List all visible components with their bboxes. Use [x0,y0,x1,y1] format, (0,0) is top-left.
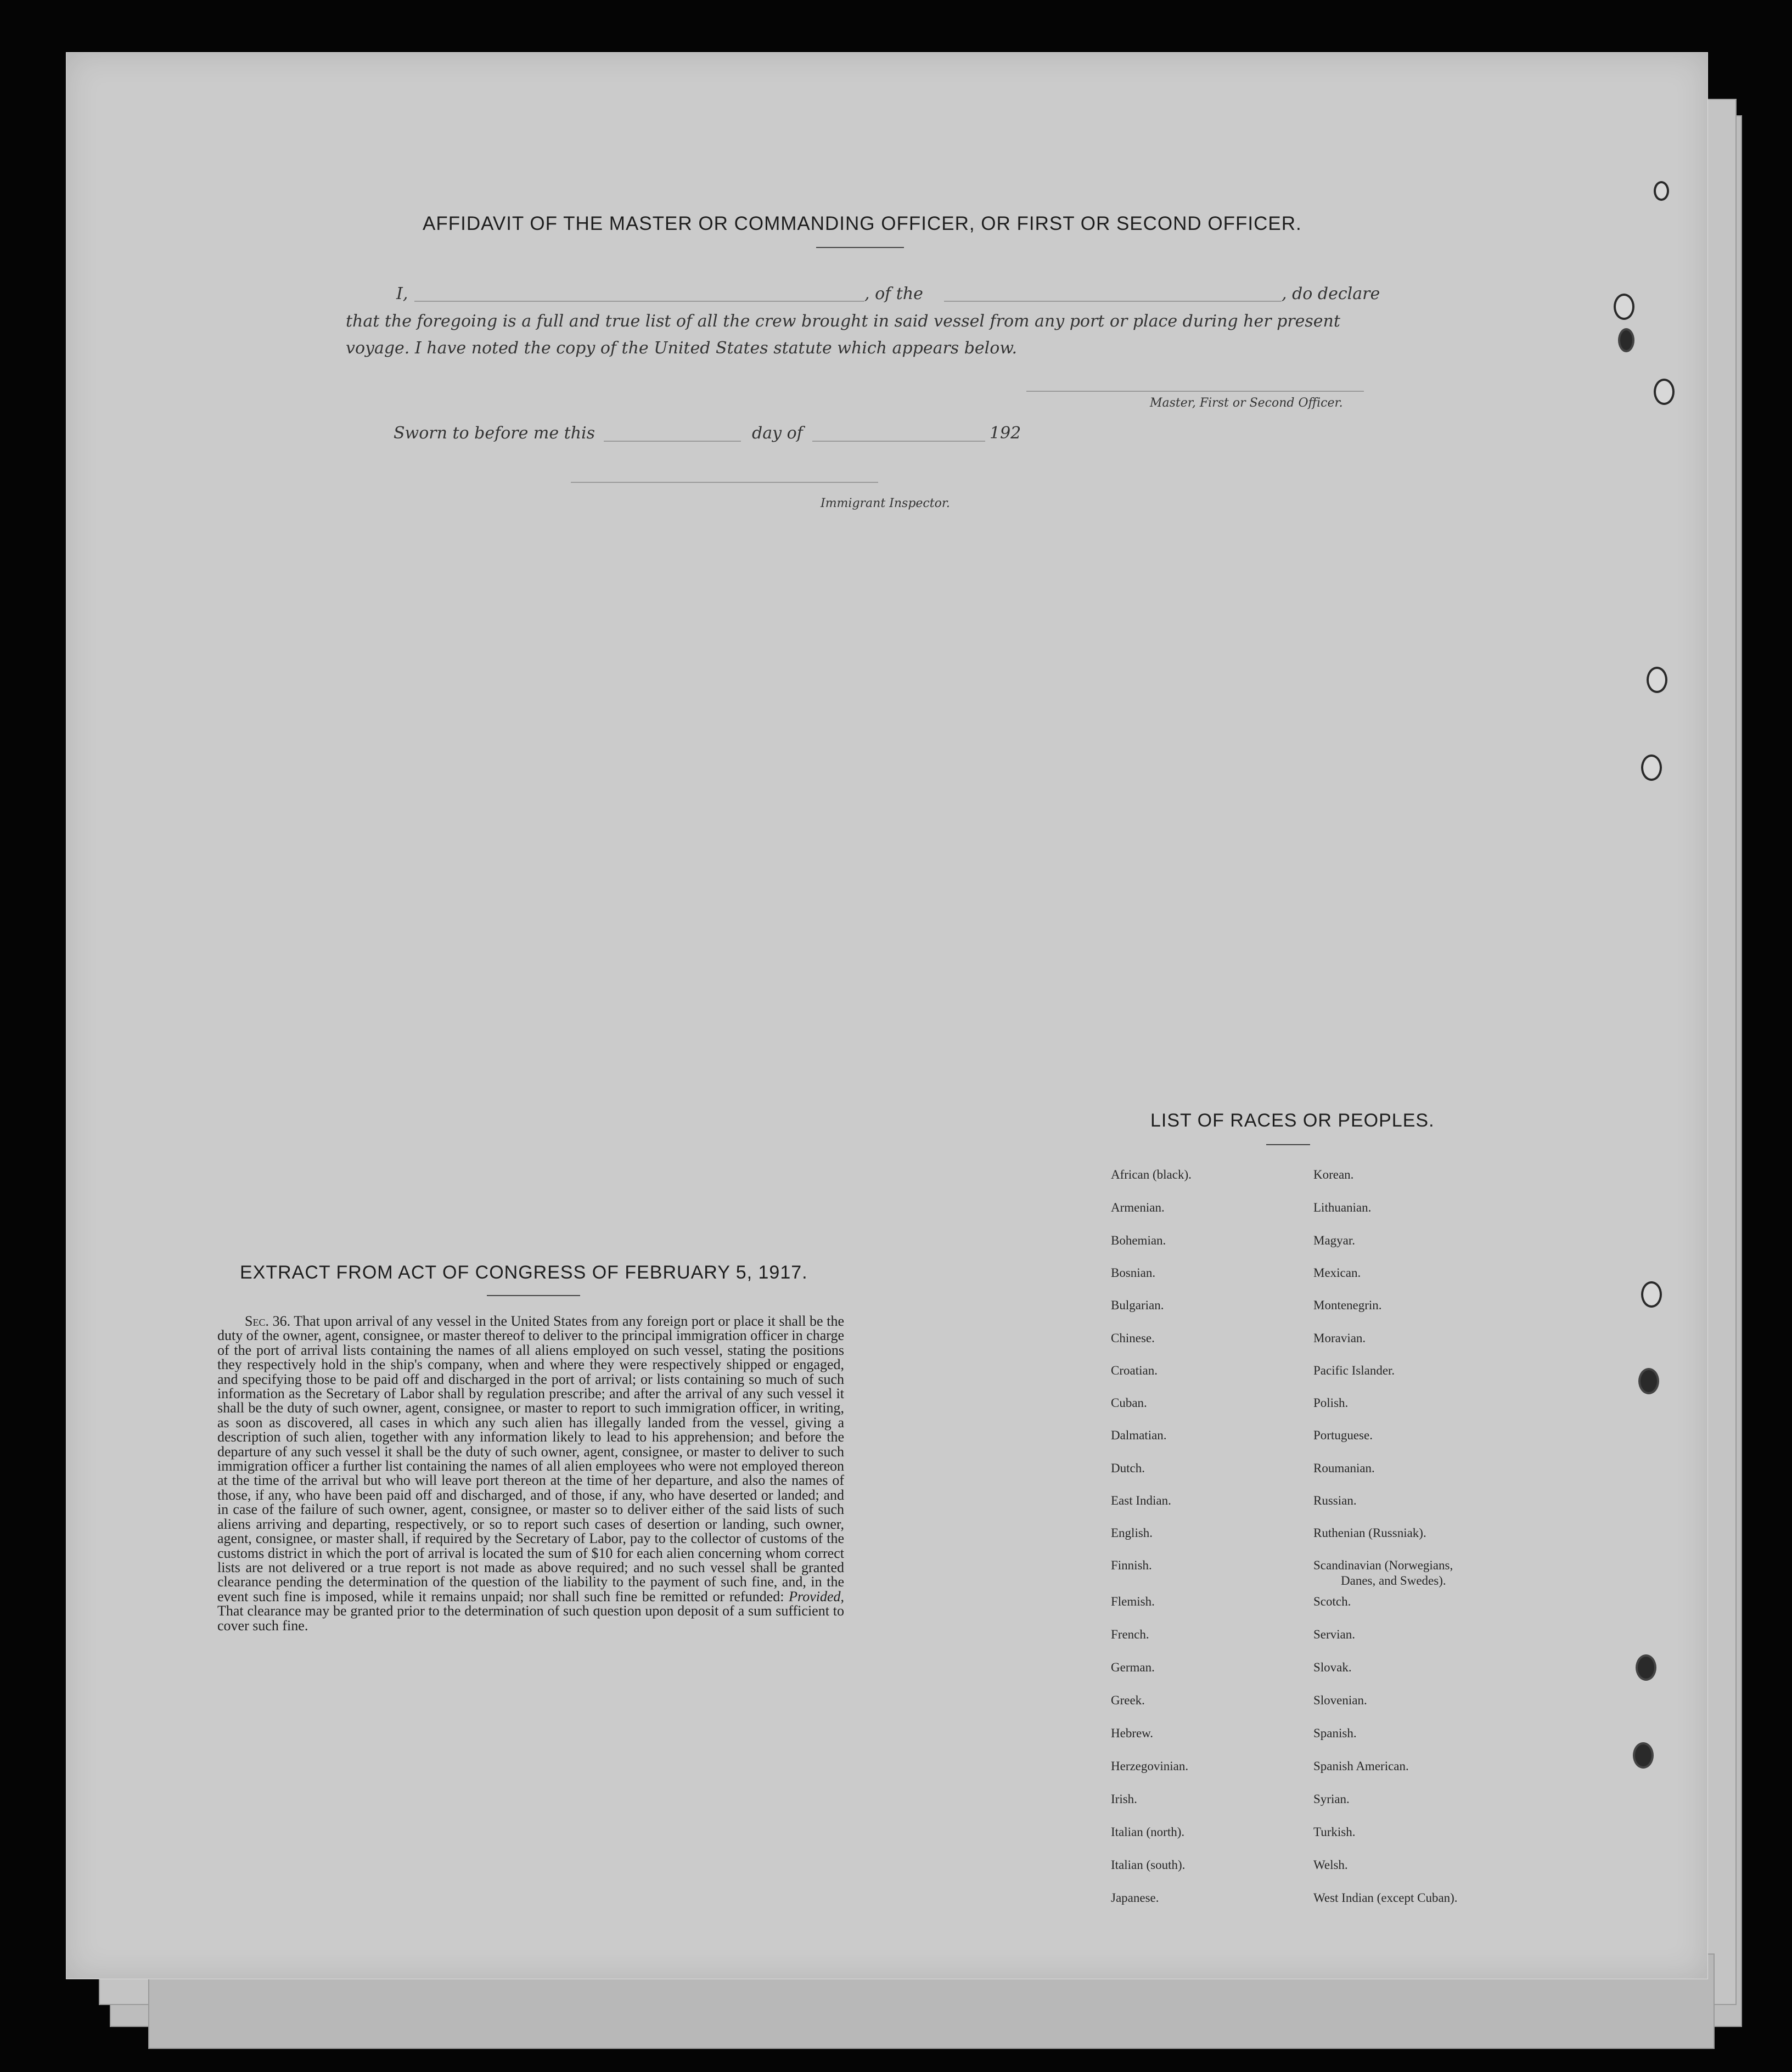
race-right-17: Slovenian. [1313,1693,1367,1707]
race-right-19: Spanish American. [1313,1759,1409,1773]
binder-hole-icon [1614,294,1634,320]
race-right-16: Slovak. [1313,1660,1352,1674]
affidavit-line-2: that the foregoing is a full and true list of all the crew brought in said vessel from any port or place during her present [346,312,1340,331]
extract-section-label: Sec. 36. [245,1313,291,1329]
race-left-21: Italian (north). [1111,1825,1185,1839]
race-left-12: English. [1111,1526,1153,1540]
race-right-13-cont: Danes, and Swedes). [1341,1574,1446,1587]
binder-hole-icon [1638,1368,1659,1394]
affidavit-title-rule [816,247,904,248]
extract-title-rule [487,1295,580,1296]
binder-hole-icon [1654,181,1669,201]
race-right-15: Servian. [1313,1628,1356,1641]
race-right-5: Montenegrin. [1313,1298,1382,1312]
race-right-9: Portuguese. [1313,1428,1373,1442]
race-left-5: Bulgarian. [1111,1298,1164,1312]
race-left-15: French. [1111,1628,1149,1641]
race-right-1: Korean. [1313,1168,1354,1181]
race-right-2: Lithuanian. [1313,1201,1372,1214]
binder-hole-icon [1641,1281,1662,1308]
race-left-8: Cuban. [1111,1396,1147,1410]
race-left-18: Hebrew. [1111,1726,1154,1740]
race-left-4: Bosnian. [1111,1266,1156,1280]
race-right-20: Syrian. [1313,1792,1350,1806]
affidavit-title: AFFIDAVIT OF THE MASTER OR COMMANDING OFFICER, OR FIRST OR SECOND OFFICER. [423,213,1302,234]
race-right-21: Turkish. [1313,1825,1356,1839]
race-right-4: Mexican. [1313,1266,1361,1280]
race-right-18: Spanish. [1313,1726,1357,1740]
race-right-8: Polish. [1313,1396,1349,1410]
race-right-6: Moravian. [1313,1331,1366,1345]
sworn-label: Sworn to before me this [394,424,596,443]
binder-hole-icon [1654,379,1675,405]
race-left-1: African (black). [1111,1168,1192,1181]
race-left-11: East Indian. [1111,1494,1171,1507]
race-left-22: Italian (south). [1111,1858,1186,1872]
races-title: LIST OF RACES OR PEOPLES. [1150,1110,1435,1131]
race-right-11: Russian. [1313,1494,1357,1507]
race-right-12: Ruthenian (Russniak). [1313,1526,1426,1540]
race-left-6: Chinese. [1111,1331,1155,1345]
binder-hole-icon [1636,1654,1656,1681]
master-signature-label: Master, First or Second Officer. [1150,396,1343,410]
sworn-day-line [604,441,741,442]
binder-hole-icon [1633,1742,1654,1769]
race-left-14: Flemish. [1111,1595,1155,1608]
extract-title: EXTRACT FROM ACT OF CONGRESS OF FEBRUARY 5, 1917. [240,1262,808,1283]
affidavit-of-the-label: , of the [864,284,923,303]
binder-hole-icon [1618,328,1634,352]
race-left-2: Armenian. [1111,1201,1165,1214]
race-right-10: Roumanian. [1313,1461,1375,1475]
extract-body-text: That upon arrival of any vessel in the United States from any foreign port or place it shall be the duty of the owner, agent, consignee, or master thereof to deliver to the principal immigration officer in charge of the port of arrival lists containing the names of all aliens employed on such vessel, stating the positions they respectively hold in the ship's company, when and where they were respectively shipped or engaged, and specifying those to be paid off and discharged in the port of arrival; or lists containing so much of such information as the Secretary of Labor shall by regulation prescribe; and after the arrival of any such vessel it shall be the duty of such owner, agent, consignee, or master to report to such immigration officer, in writing, as soon as discovered, all cases in which any such alien has illegally landed from the vessel, giving a description of such alien, together with any information likely to lead to his apprehension; and before the departure of any such vessel it shall be the duty of such owner, agent, consignee, or master to deliver to such immigration officer a further list containing the names of all alien employees who were not employed thereon at the time of the arrival but who will leave port thereon at the time of her departure, and also the names of those, if any, who have been paid off and discharged, and of those, if any, who have deserted or landed; and in case of the failure of such owner, agent, consignee, or master so to deliver either of the said lists of such aliens arriving and departing, respectively, or so to report such cases of desertion or landing, such owner, agent, consignee, or master shall, if required by the Secretary of Labor, pay to the collector of customs of the customs district in which the port of arrival is located the sum of $10 for each alien concerning whom correct lists are not delivered or a true report is not made as above required; and no such vessel shall be granted clearance pending the determination of the question of the liability to the payment of such fine, and, in the event such fine is imposed, while it remains unpaid; nor shall such fine be remitted or refunded: [217,1313,845,1604]
race-left-17: Greek. [1111,1693,1145,1707]
race-left-13: Finnish. [1111,1558,1152,1572]
master-signature-line [1026,391,1364,392]
race-right-3: Magyar. [1313,1234,1356,1247]
race-right-7: Pacific Islander. [1313,1364,1395,1377]
race-right-22: Welsh. [1313,1858,1348,1872]
extract-provided-word: Provided, [789,1588,844,1604]
extract-body [217,1314,844,1633]
race-left-9: Dalmatian. [1111,1428,1167,1442]
race-right-13: Scandinavian (Norwegians, [1313,1558,1453,1572]
race-left-16: German. [1111,1660,1155,1674]
inspector-label: Immigrant Inspector. [821,497,950,510]
day-of-label: day of [752,424,803,443]
sworn-month-line [812,441,985,442]
inspector-signature-line [571,482,878,483]
affidavit-i-label: I, [396,284,408,303]
race-left-10: Dutch. [1111,1461,1145,1475]
affidavit-declare-label: , do declare [1282,284,1380,303]
race-left-3: Bohemian. [1111,1234,1166,1247]
vessel-name-line [944,301,1282,302]
affidavit-line-3: voyage. I have noted the copy of the United States statute which appears below. [346,339,1017,358]
binder-hole-icon [1647,667,1667,693]
race-right-23: West Indian (except Cuban). [1313,1891,1458,1905]
year-label: 192 [990,424,1021,443]
race-left-19: Herzegovinian. [1111,1759,1189,1773]
race-right-14: Scotch. [1313,1595,1351,1608]
race-left-23: Japanese. [1111,1891,1159,1905]
extract-body-end: That clearance may be granted prior to the determination of such question upon deposit of a sum sufficient to cover such fine. [217,1603,844,1634]
race-left-20: Irish. [1111,1792,1137,1806]
races-title-rule [1266,1144,1310,1145]
master-name-line [414,301,864,302]
binder-hole-icon [1641,755,1662,781]
race-left-7: Croatian. [1111,1364,1158,1377]
